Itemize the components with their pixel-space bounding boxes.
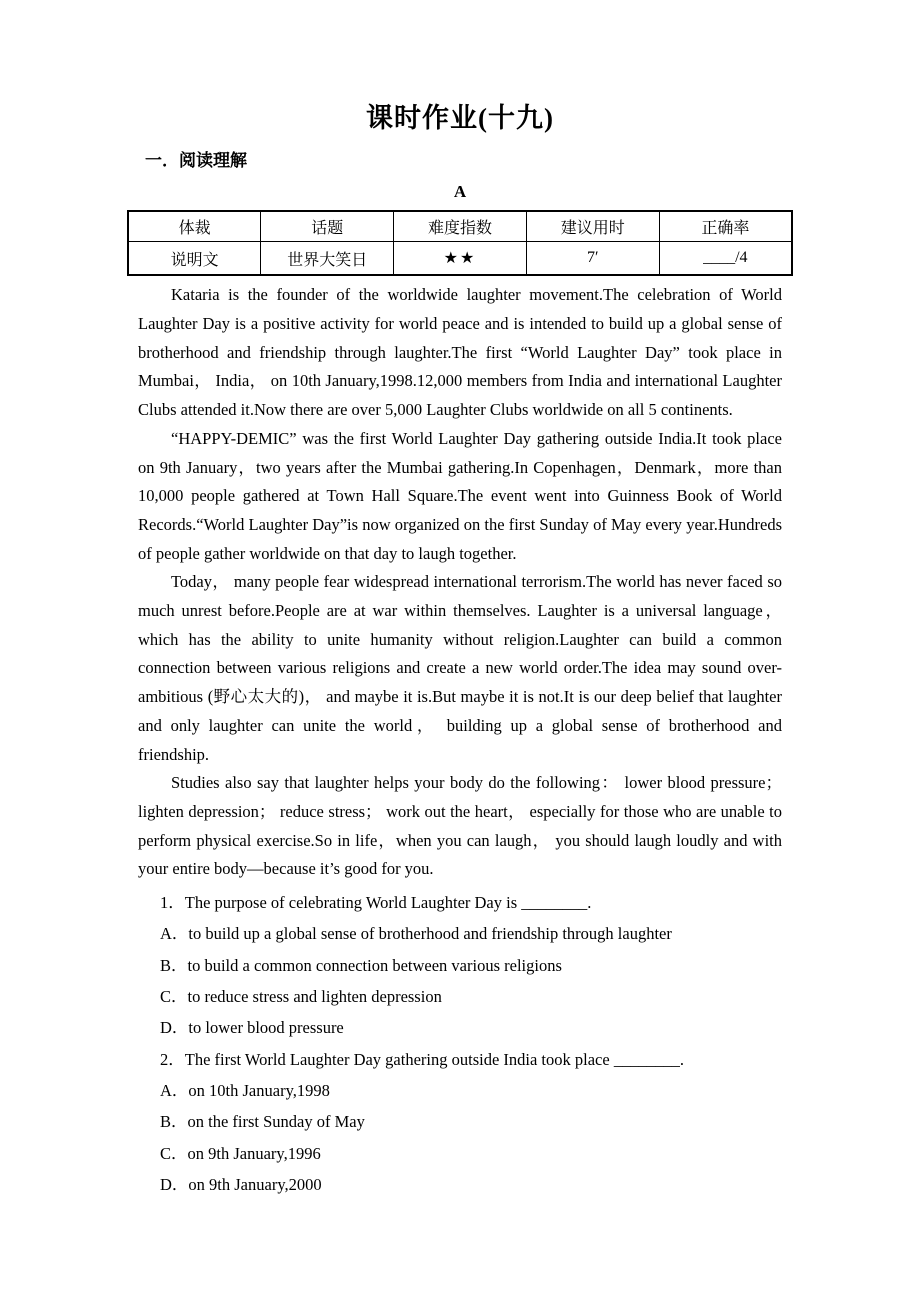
header-topic: 话题: [261, 211, 394, 241]
cell-topic: 世界大笑日: [261, 241, 394, 275]
cell-accuracy-blank: ____/4: [659, 241, 792, 275]
question-2-stem: 2．The first World Laughter Day gathering outside India took place ________.: [160, 1049, 684, 1069]
question-2-option-b: B．on the first Sunday of May: [160, 1112, 365, 1132]
passage-paragraph-4: Studies also say that laughter helps your body do the following： lower blood pressure； lighten depression； reduce stress； work out the heart， especially for those who are unable to perform physical exercise.So in life，when you can laugh， you should laugh loudly and with your entire body—because it’s good for you.: [138, 773, 782, 879]
header-suggested-time: 建议用时: [526, 211, 659, 241]
question-2-option-a: A．on 10th January,1998: [160, 1081, 330, 1101]
info-table-data-row: [128, 241, 792, 275]
question-list: [127, 887, 793, 1200]
cell-suggested-time: 7′: [526, 241, 659, 275]
passage-paragraph-1: Kataria is the founder of the worldwide laughter movement.The celebration of World Laughter Day is a positive activity for world peace and is intended to build up a global sense of brotherhood and friendship through laughter.The first “World Laughter Day” took place in Mumbai， India， on 10th January,1998.12,000 members from India and international Laughter Clubs attended it.Now there are over 5,000 Laughter Clubs worldwide on all 5 continents.: [138, 285, 782, 420]
cell-genre: 说明文: [128, 241, 261, 275]
header-difficulty: 难度指数: [394, 211, 527, 241]
header-genre: 体裁: [128, 211, 261, 241]
info-table-header-row: [128, 211, 792, 241]
question-2-option-d: D．on 9th January,2000: [160, 1175, 322, 1195]
question-1-option-c: C．to reduce stress and lighten depression: [160, 987, 442, 1007]
passage-paragraph-3: Today， many people fear widespread international terrorism.The world has never faced so much unrest before.People are at war within themselves. Laughter is a universal language， which has the ability to unite humanity without religion.Laughter can build a common connection between various religions and create a new world order.The idea may sound over-ambitious (野心太大的)， and maybe it is.But maybe it is not.It is our deep belief that laughter and only laughter can unite the world， building up a global sense of brotherhood and friendship.: [138, 572, 782, 764]
passage-label: A: [453, 182, 467, 202]
question-1-option-a: A．to build up a global sense of brotherhood and friendship through laughter: [160, 924, 672, 944]
question-1-option-d: D．to lower blood pressure: [160, 1018, 344, 1038]
section-heading-reading-comprehension: 一．阅读理解: [145, 151, 247, 171]
passage-paragraph-2: “HAPPY-DEMIC” was the first World Laughter Day gathering outside India.It took place on 9th January，two years after the Mumbai gathering.In Copenhagen，Denmark，more than 10,000 people gathered at Town Hall Square.The event went into Guinness Book of World Records.“World Laughter Day”is now organized on the first Sunday of May every year.Hundreds of people gather worldwide on that day to laugh together.: [138, 428, 782, 563]
header-accuracy: 正确率: [659, 211, 792, 241]
page-title: 课时作业(十九): [366, 103, 554, 133]
question-1-option-b: B．to build a common connection between various religions: [160, 955, 562, 975]
question-2-option-c: C．on 9th January,1996: [160, 1143, 321, 1163]
page-content: [127, 0, 793, 1200]
passage-info-table: [127, 210, 793, 276]
reading-passage: [127, 281, 793, 884]
question-1-stem: 1．The purpose of celebrating World Laughter Day is ________.: [160, 893, 592, 913]
cell-difficulty-stars: ★★: [394, 241, 527, 275]
